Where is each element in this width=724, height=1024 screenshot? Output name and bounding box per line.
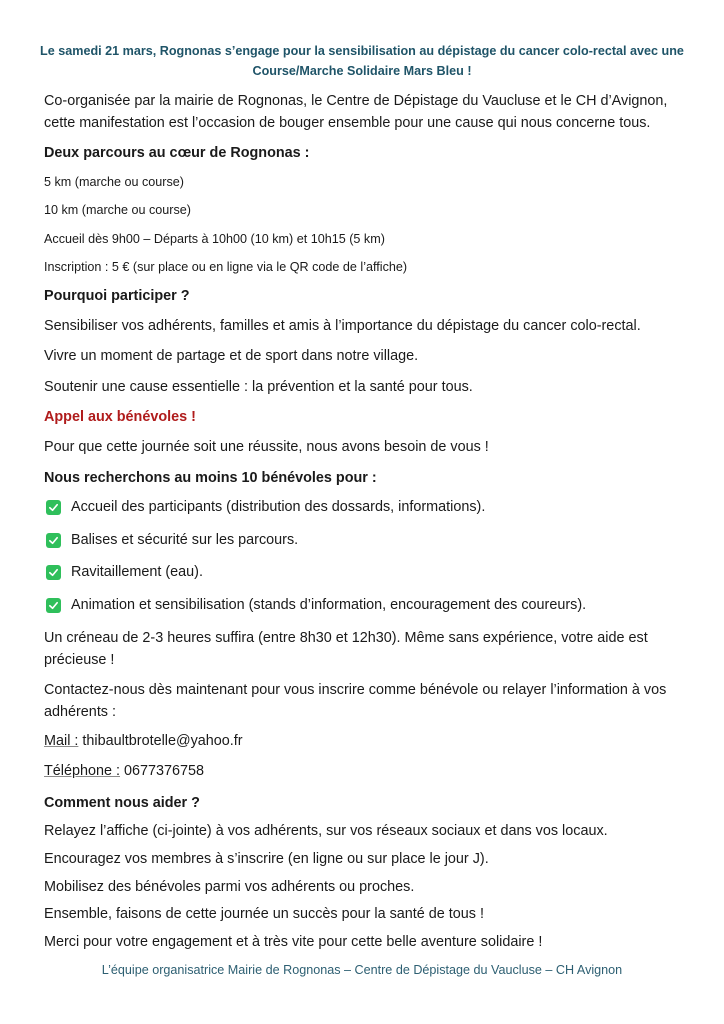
benevoles-heading: Nous recherchons au moins 10 bénévoles pour : xyxy=(44,470,377,486)
pourquoi-item: Vivre un moment de partage et de sport dans notre village. xyxy=(44,348,419,364)
aider-item: Relayez l’affiche (ci-jointe) à vos adhérents, sur vos réseaux sociaux et dans vos locaux. xyxy=(44,823,608,839)
task-label: Balises et sécurité sur les parcours. xyxy=(71,532,299,548)
task-item xyxy=(44,564,203,580)
task-item xyxy=(44,499,485,515)
mail-line xyxy=(44,730,684,752)
task-item xyxy=(44,532,298,548)
parcours-item: 5 km (marche ou course) xyxy=(44,175,184,189)
pourquoi-item: Soutenir une cause essentielle : la prévention et la santé pour tous. xyxy=(44,379,473,395)
appel-text: Pour que cette journée soit une réussite, nous avons besoin de vous ! xyxy=(44,439,489,455)
phone-line xyxy=(44,760,684,782)
pourquoi-item: Sensibiliser vos adhérents, familles et amis à l’importance du dépistage du cancer colo-rectal. xyxy=(44,318,641,334)
intro-paragraph: Co-organisée par la mairie de Rognonas, le Centre de Dépistage du Vaucluse et le CH d’Avignon, cette manifestation est l’occasion de bouger ensemble pour une cause qui nous concerne tous. xyxy=(44,93,668,131)
pourquoi-heading: Pourquoi participer ? xyxy=(44,288,190,304)
task-item xyxy=(44,597,586,613)
aider-heading: Comment nous aider ? xyxy=(44,795,200,811)
mail-link[interactable]: thibaultbrotelle@yahoo.fr xyxy=(82,733,243,749)
footer-signature: L’équipe organisatrice Mairie de Rognonas – Centre de Dépistage du Vaucluse – CH Avignon xyxy=(101,963,623,977)
appel-heading: Appel aux bénévoles ! xyxy=(44,409,196,425)
contact-paragraph: Contactez-nous dès maintenant pour vous inscrire comme bénévole ou relayer l’information à vos adhérents : xyxy=(44,682,667,720)
creneau-paragraph: Un créneau de 2-3 heures suffira (entre 8h30 et 12h30). Même sans expérience, votre aide est précieuse ! xyxy=(44,630,648,668)
task-label: Animation et sensibilisation (stands d’information, encouragement des coureurs). xyxy=(71,597,587,613)
checkmark-icon xyxy=(46,565,61,580)
task-label: Ravitaillement (eau). xyxy=(71,564,203,580)
parcours-item: Inscription : 5 € (sur place ou en ligne via le QR code de l’affiche) xyxy=(44,260,408,274)
aider-item: Encouragez vos membres à s’inscrire (en ligne ou sur place le jour J). xyxy=(44,851,489,867)
aider-item: Mobilisez des bénévoles parmi vos adhérents ou proches. xyxy=(44,879,415,895)
checkmark-icon xyxy=(46,500,61,515)
mail-label: Mail : xyxy=(44,733,79,749)
phone-number[interactable]: 0677376758 xyxy=(124,763,205,779)
checkmark-icon xyxy=(46,533,61,548)
checkmark-icon xyxy=(46,598,61,613)
parcours-item: Accueil dès 9h00 – Départs à 10h00 (10 km) et 10h15 (5 km) xyxy=(44,232,385,246)
parcours-heading: Deux parcours au cœur de Rognonas : xyxy=(44,145,310,161)
task-label: Accueil des participants (distribution des dossards, informations). xyxy=(71,499,486,515)
aider-item: Ensemble, faisons de cette journée un succès pour la santé de tous ! xyxy=(44,906,484,922)
page-title: Le samedi 21 mars, Rognonas s’engage pour la sensibilisation au dépistage du cancer colo-rectal avec une Course/Marche Solidaire Mars Bleu ! xyxy=(40,44,684,78)
aider-item: Merci pour votre engagement et à très vite pour cette belle aventure solidaire ! xyxy=(44,934,543,950)
parcours-item: 10 km (marche ou course) xyxy=(44,203,191,217)
phone-label: Téléphone : xyxy=(44,763,121,779)
